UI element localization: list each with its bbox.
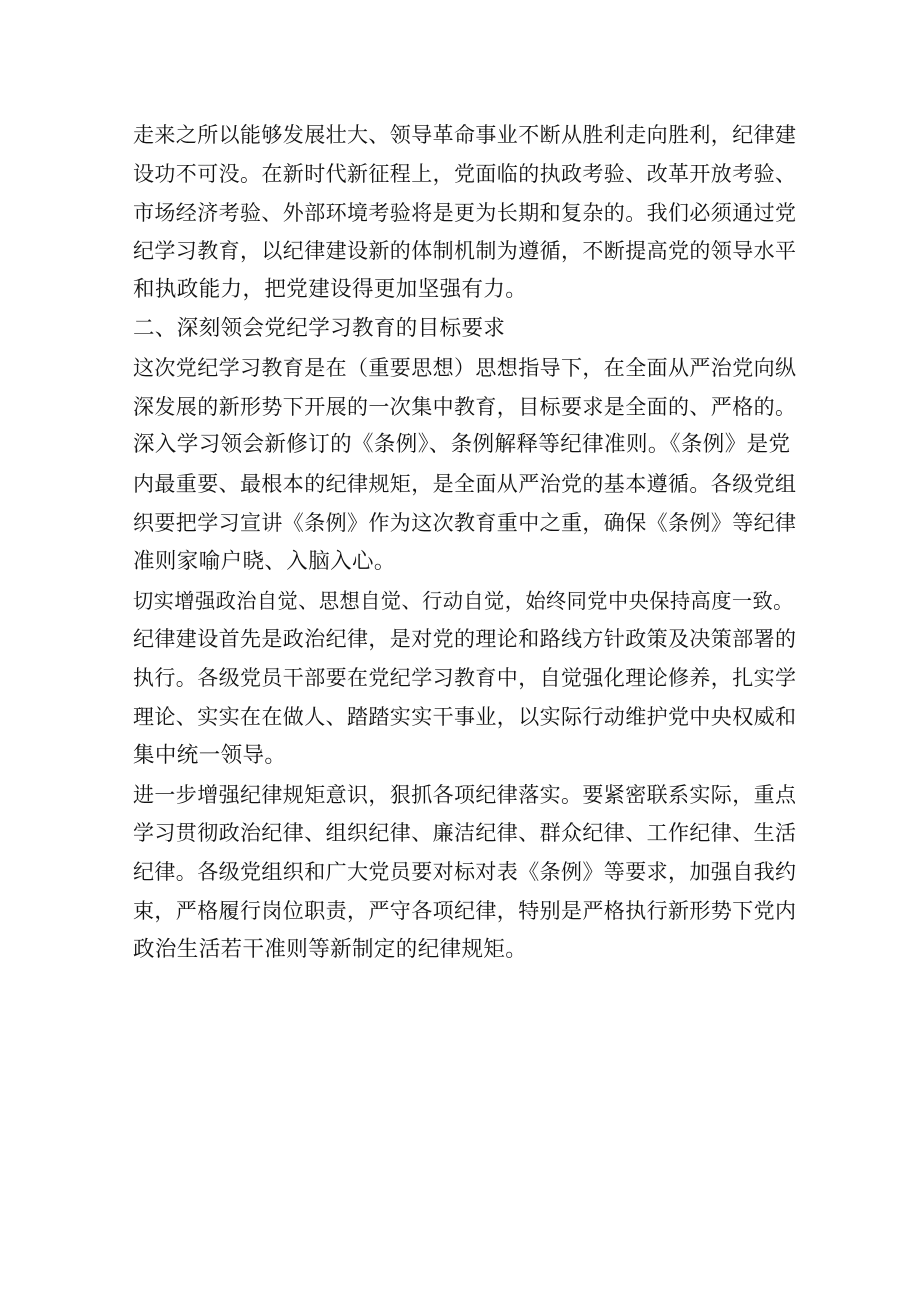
- paragraph-3: [133, 582, 798, 776]
- text-line: 市场经济考验、外部环境考验将是更为长期和复杂的。我们必须通过党: [133, 200, 797, 225]
- document-body: [133, 116, 798, 970]
- text-line: 走来之所以能够发展壮大、领导革命事业不断从胜利走向胜利，纪律建: [133, 123, 797, 147]
- paragraph-1: [133, 116, 798, 310]
- paragraph-2: [133, 349, 798, 582]
- text-line: 理论、实实在在做人、踏踏实实干事业，以实际行动维护党中央权威和: [133, 704, 797, 729]
- paragraph-4: [133, 776, 798, 970]
- text-line: 政治生活若干准则等新制定的纪律规矩。: [133, 936, 528, 962]
- text-line: 进一步增强纪律规矩意识，狠抓各项纪律落实。要紧密联系实际，重点: [133, 782, 797, 807]
- text-line: 切实增强政治自觉、思想自觉、行动自觉，始终同党中央保持高度一致。: [133, 588, 794, 613]
- text-line: 深入学习领会新修订的《条例》、条例解释等纪律准则。《条例》是党: [133, 432, 791, 458]
- heading-text: 二、深刻领会党纪学习教育的目标要求: [133, 315, 506, 341]
- text-line: 这次党纪学习教育是在（重要思想）思想指导下，在全面从严治党向纵: [133, 355, 797, 380]
- text-line: 准则家喻户晓、入脑入心。: [133, 548, 396, 574]
- text-line: 集中统一领导。: [133, 742, 287, 768]
- text-line: 执行。各级党员干部要在党纪学习教育中，自觉强化理论修养，扎实学: [133, 666, 797, 691]
- text-line: 纪律建设首先是政治纪律，是对党的理论和路线方针政策及决策部署的: [133, 627, 797, 652]
- text-line: 束，严格履行岗位职责，严守各项纪律，特别是严格执行新形势下党内: [133, 898, 797, 923]
- text-line: 纪学习教育，以纪律建设新的体制机制为遵循，不断提高党的领导水平: [133, 239, 797, 264]
- text-line: 深发展的新形势下开展的一次集中教育，目标要求是全面的、严格的。: [133, 394, 797, 419]
- text-line: 学习贯彻政治纪律、组织纪律、廉洁纪律、群众纪律、工作纪律、生活: [133, 821, 797, 846]
- text-line: 设功不可没。在新时代新征程上，党面临的执政考验、改革开放考验、: [133, 161, 797, 186]
- section-heading: [133, 310, 798, 349]
- text-line: 织要把学习宣讲《条例》作为这次教育重中之重，确保《条例》等纪律: [133, 510, 797, 535]
- text-line: 纪律。各级党组织和广大党员要对标对表《条例》等要求，加强自我约: [133, 860, 797, 885]
- text-line: 和执政能力，把党建设得更加坚强有力。: [133, 277, 528, 303]
- text-line: 内最重要、最根本的纪律规矩，是全面从严治党的基本遵循。各级党组: [133, 472, 797, 497]
